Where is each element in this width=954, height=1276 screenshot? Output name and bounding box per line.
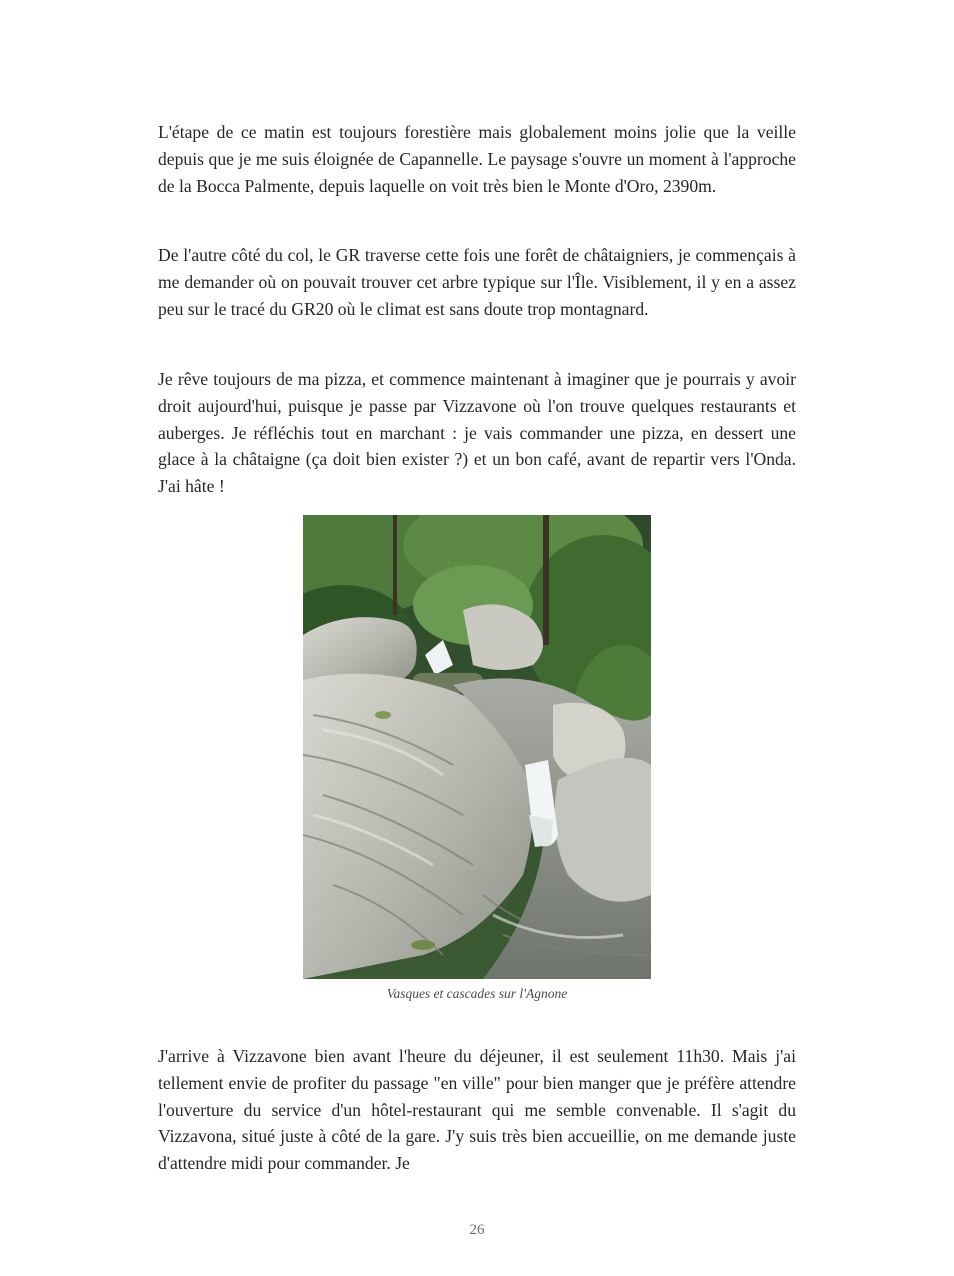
figure-caption: Vasques et cascades sur l'Agnone xyxy=(386,986,568,1001)
paragraph: Je rêve toujours de ma pizza, et commence maintenant à imaginer que je pourrais y avoir droit aujourd'hui, puisque je passe par Vizzavone où l'on trouve quelques restaurants et auberges. Je réfléchis tout en marchant : je vais commander une pizza, en dessert une glace à la châtaigne (ça doit bien exister ?) et un bon café, avant de repartir vers l'Onda. J'ai hâte ! xyxy=(158,369,796,497)
paragraph: L'étape de ce matin est toujours forestière mais globalement moins jolie que la veille depuis que je me suis éloignée de Capannelle. Le paysage s'ouvre un moment à l'approche de la Bocca Palmente, depuis laquelle on voit très bien le Monte d'Oro, 2390m. xyxy=(158,122,796,196)
paragraph: J'arrive à Vizzavone bien avant l'heure du déjeuner, il est seulement 11h30. Mais j'ai tellement envie de profiter du passage "en ville" pour bien manger que je préfère attendre l'ouverture du service d'un hôtel-restaurant qui me semble convenable. Il s'agit du Vizzavona, situé juste à côté de la gare. J'y suis très bien accueillie, on me demande juste d'attendre midi pour commander. Je xyxy=(158,1046,796,1174)
waterfall-photo xyxy=(303,515,651,979)
page-number: 26 xyxy=(469,1222,485,1238)
paragraph: De l'autre côté du col, le GR traverse cette fois une forêt de châtaigniers, je commençais à me demander où on pouvait trouver cet arbre typique sur l'Île. Visiblement, il y en a assez peu sur le tracé du GR20 où le climat est sans doute trop montagnard. xyxy=(158,245,796,319)
